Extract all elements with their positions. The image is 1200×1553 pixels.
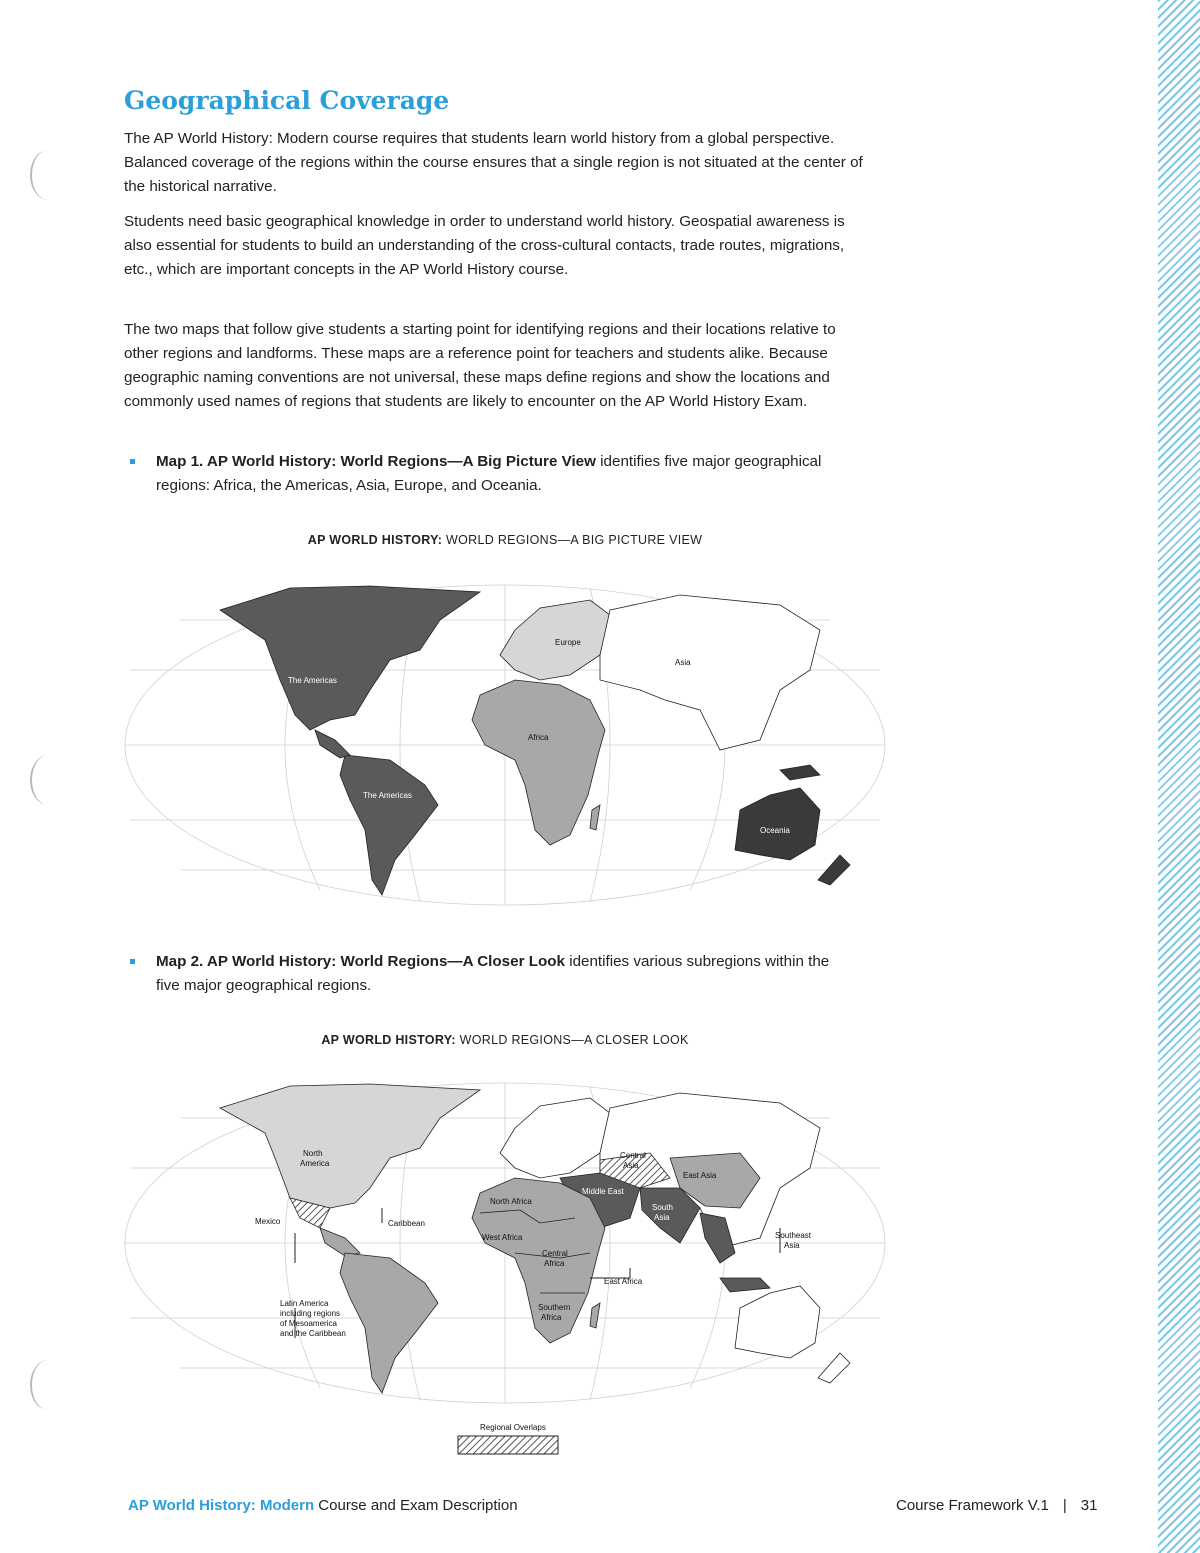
- label-africa: Africa: [528, 733, 549, 742]
- binder-hole: [30, 150, 66, 200]
- bullet-text: identifies various subregions within the five major geographical regions.: [156, 953, 830, 994]
- bullet-marker: [130, 959, 135, 964]
- legend-label: Regional Overlaps: [480, 1423, 546, 1432]
- label-caribbean: Caribbean: [388, 1219, 425, 1228]
- bullet-title: Map 2. AP World History: World Regions—A Closer Look: [156, 953, 565, 970]
- asia-region: [600, 595, 820, 750]
- footer-section: Course Framework V.1: [896, 1497, 1049, 1514]
- label-north-america: America: [300, 1159, 330, 1168]
- label-southern-africa: Africa: [541, 1313, 562, 1322]
- north-america-region: [220, 1084, 480, 1208]
- binder-hole: [30, 755, 66, 805]
- map-1-title: [0, 533, 1010, 547]
- label-mexico: Mexico: [255, 1217, 281, 1226]
- footer-brand: AP World History: Modern: [128, 1497, 315, 1514]
- label-central-asia: Asia: [623, 1161, 639, 1170]
- paragraph-2: Students need basic geographical knowledge in order to understand world history. Geospatial awareness is also essential for students to build an understanding of the cross-cultural contacts, trade routes, migrations, etc., which are important concepts in the AP World History course.: [124, 213, 845, 278]
- latin-america-region: [340, 1253, 438, 1393]
- label-east-asia: East Asia: [683, 1171, 717, 1180]
- page-number: 31: [1080, 1497, 1098, 1514]
- oceania-region: [735, 1286, 850, 1383]
- label-central-africa: Central: [542, 1249, 568, 1258]
- map-1: [120, 580, 890, 910]
- label-oceania: Oceania: [760, 826, 790, 835]
- label-southern-africa: Southern: [538, 1303, 571, 1312]
- label-north-africa: North Africa: [490, 1197, 532, 1206]
- bullet-marker: [130, 459, 135, 464]
- label-east-africa: East Africa: [604, 1277, 643, 1286]
- map-2-title: [0, 1033, 1010, 1047]
- label-middle-east: Middle East: [582, 1187, 624, 1196]
- footer-right: [896, 1497, 1097, 1514]
- label-central-africa: Africa: [544, 1259, 565, 1268]
- label-the-americas-south: The Americas: [363, 791, 412, 800]
- bullet-text: identifies five major geographical regions: Africa, the Americas, Asia, Europe, and Oceania.: [156, 453, 822, 494]
- mexico-overlap: [290, 1198, 360, 1256]
- label-central-asia: Central: [620, 1151, 646, 1160]
- bullet-map-1: [130, 450, 850, 498]
- paragraph-3: The two maps that follow give students a starting point for identifying regions and their locations relative to other regions and landforms. These maps are a reference point for teachers and students alike. Because geographic naming conventions are not universal, these maps define regions and show the locations and commonly used names of regions that students are likely to encounter on the AP World History Exam.: [124, 321, 836, 410]
- oceania-region: [735, 765, 850, 885]
- label-south-asia: Asia: [654, 1213, 670, 1222]
- bullet-title: Map 1. AP World History: World Regions—A Big Picture View: [156, 453, 596, 470]
- map-title-bold: AP WORLD HISTORY:: [321, 1033, 456, 1047]
- footer-separator: |: [1062, 1497, 1067, 1514]
- footer-left: [128, 1497, 518, 1514]
- europe-region: [500, 1098, 610, 1178]
- label-north-america: North: [303, 1149, 323, 1158]
- page-title: Geographical Coverage: [124, 86, 450, 115]
- label-the-americas-north: The Americas: [288, 676, 337, 685]
- label-asia: Asia: [675, 658, 691, 667]
- legend-overlap-swatch: [458, 1436, 558, 1454]
- label-europe: Europe: [555, 638, 581, 647]
- footer-doc-title: Course and Exam Description: [318, 1497, 518, 1514]
- americas-region: [220, 586, 480, 895]
- label-latin-america: Latin America: [280, 1299, 329, 1308]
- map-title-rest: WORLD REGIONS—A BIG PICTURE VIEW: [442, 533, 703, 547]
- label-southeast-asia: Southeast: [775, 1231, 812, 1240]
- map-title-rest: WORLD REGIONS—A CLOSER LOOK: [455, 1033, 689, 1047]
- bullet-map-2: [130, 950, 850, 998]
- binder-hole: [30, 1360, 66, 1410]
- map-2: [120, 1078, 890, 1463]
- label-latin-america: of Mesoamerica: [280, 1319, 337, 1328]
- decorative-side-stripe: [1158, 0, 1200, 1553]
- label-latin-america: including regions: [280, 1309, 341, 1318]
- label-latin-america: and the Caribbean: [280, 1329, 346, 1338]
- paragraph-1: The AP World History: Modern course requires that students learn world history from a global perspective. Balanced coverage of the regions within the course ensures that a single region is not situated at the center of the historical narrative.: [124, 130, 863, 195]
- map-title-bold: AP WORLD HISTORY:: [307, 533, 443, 547]
- label-west-africa: West Africa: [482, 1233, 523, 1242]
- label-south-asia: South: [652, 1203, 673, 1212]
- label-southeast-asia: Asia: [784, 1241, 800, 1250]
